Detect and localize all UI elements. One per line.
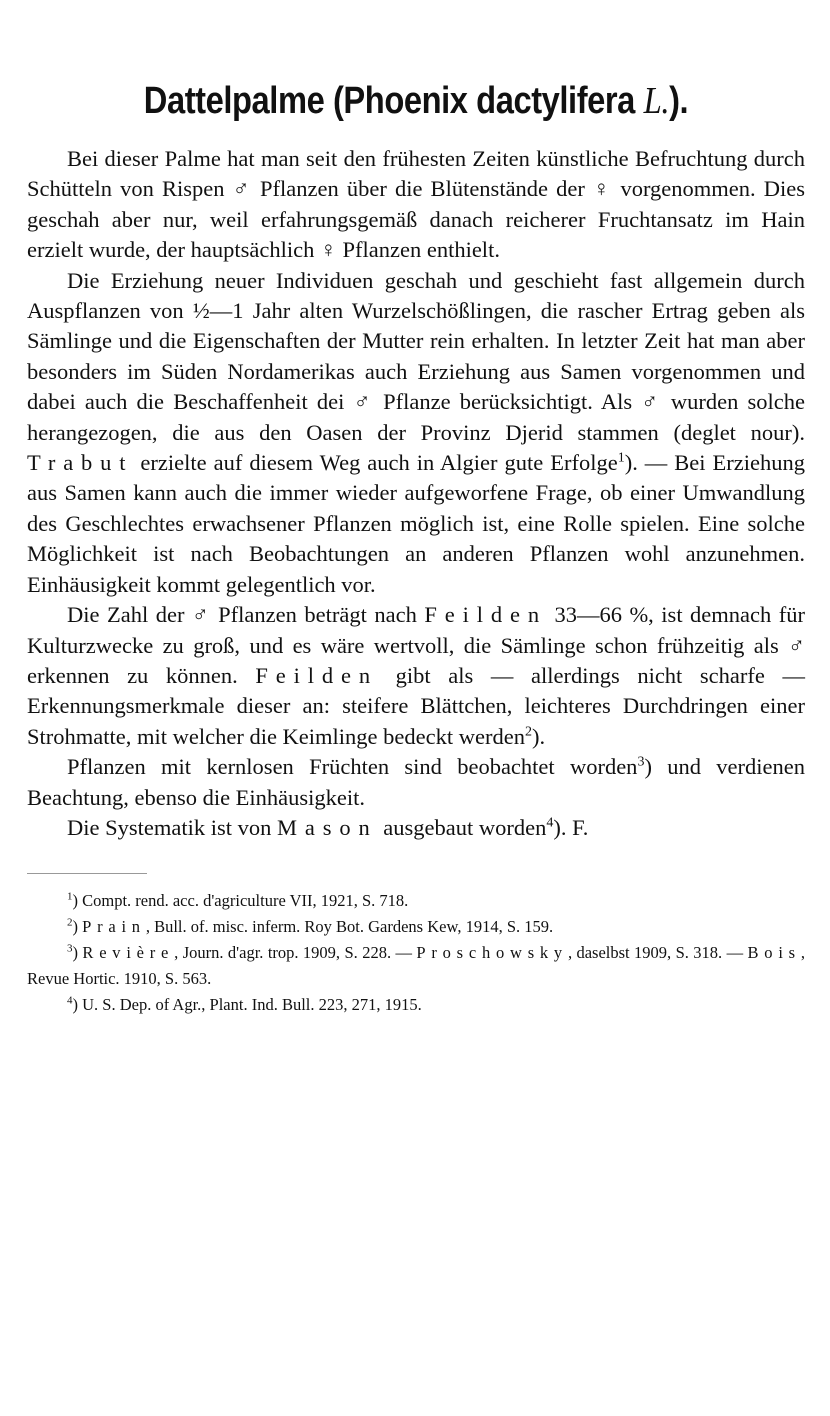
footnote-3-author-1: Revière: [82, 943, 175, 963]
footnote-3-author-3: Bois: [747, 943, 801, 963]
paragraph-4-text-b: ) und verdienen Beachtung, ebenso die Einhäusigkeit.: [27, 754, 805, 810]
paragraph-3: [27, 600, 805, 752]
footnote-ref-3: 3: [637, 754, 645, 770]
paragraph-2: [27, 266, 805, 600]
title-main: Dattelpalme (Phoenix dactylifera: [143, 80, 644, 122]
footnote-1: [27, 888, 805, 914]
footnote-2-mark: 2: [67, 916, 73, 929]
footnote-3-text-b: , daselbst 1909, S. 318. —: [567, 943, 748, 963]
paragraph-4: [27, 752, 805, 813]
footnote-2: [27, 914, 805, 940]
footnote-ref-1: 1: [617, 450, 625, 466]
footnote-1-mark: 1: [67, 890, 73, 903]
page-title: [81, 78, 750, 124]
footnote-3-text-c: , Revue Hortic. 1910, S. 563.: [27, 943, 806, 989]
paragraph-3-text-a: Die Zahl der ♂ Pflanzen beträgt nach: [67, 602, 425, 628]
footnote-4: [27, 992, 805, 1018]
author-name-mason: Mason: [277, 814, 378, 840]
paragraph-5-text-b: ausgebaut worden: [377, 814, 547, 840]
footnote-2-text: , Bull. of. misc. inferm. Roy Bot. Gardens Kew, 1914, S. 159.: [145, 917, 554, 937]
paragraph-3-text-d: ).: [531, 723, 546, 749]
author-name-trabut: Trabut: [27, 450, 134, 476]
author-name-feilden-1: Feilden: [424, 602, 547, 628]
title-author: L.: [643, 80, 670, 122]
footnote-3-mark: 3: [67, 942, 73, 955]
paragraph-1-text: Bei dieser Palme hat man seit den frühesten Zeiten künstliche Befruchtung durch Schütteln von Rispen ♂ Pflanzen über die Blütenstände der ♀ vorgenommen. Dies geschah aber nur, weil erfahrungsgemäß danach reicherer Fruchtansatz im Hain erzielt wurde, der hauptsächlich ♀ Pflanzen enthielt.: [27, 146, 805, 263]
paragraph-3-text-c: gibt als — allerdings nicht scharfe — Erkennungsmerkmale dieser an: steifere Blättchen, leichteres Durchdringen einer Strohmatte, mit welcher die Keimlinge bedeckt werden: [27, 662, 805, 749]
title-close: ).: [669, 80, 689, 122]
paragraph-1: [27, 144, 805, 266]
footnote-4-mark: 4: [67, 994, 73, 1007]
paragraph-5-text-a: Die Systematik ist von: [67, 814, 277, 840]
footnote-4-text: ) U. S. Dep. of Agr., Plant. Ind. Bull. 223, 271, 1915.: [72, 995, 422, 1015]
footnote-1-text: ) Compt. rend. acc. d'agriculture VII, 1921, S. 718.: [72, 891, 409, 911]
footnote-ref-2: 2: [524, 724, 532, 740]
footnote-divider: [27, 873, 147, 874]
paragraph-2-text-c: ). — Bei Erziehung aus Samen kann auch die immer wieder aufgeworfene Frage, ob einer Umwandlung des Geschlechtes erwachsener Pflanzen möglich ist, eine Rolle spielen. Eine solche Möglichkeit ist nach Beobachtungen an anderen Pflanzen wohl anzunehmen. Einhäusigkeit kommt gelegentlich vor.: [27, 450, 805, 597]
paragraph-3-text-b: 33—66 %, ist demnach für Kulturzwecke zu groß, und es wäre wertvoll, die Sämlinge schon frühzeitig als ♂ erkennen zu können.: [27, 602, 806, 688]
footnote-ref-4: 4: [546, 815, 554, 831]
footnote-3-author-2: Proschowsky: [416, 943, 568, 963]
footnote-2-paren: ): [72, 917, 83, 937]
author-name-feilden-2: Feilden: [255, 662, 379, 688]
footnote-2-author: Prain: [82, 917, 146, 937]
paragraph-5-text-c: ). F.: [553, 814, 589, 840]
paragraph-5: [27, 813, 805, 843]
paragraph-2-text-b: erzielte auf diesem Weg auch in Algier gute Erfolge: [133, 450, 618, 476]
page: [27, 78, 805, 1018]
paragraph-2-text-a: Die Erziehung neuer Individuen geschah und geschieht fast allgemein durch Auspflanzen von ½—1 Jahr alten Wurzelschößlingen, die rascher Ertrag geben als Sämlinge und die Eigenschaften der Mutter rein erhalten. In letzter Zeit hat man aber besonders im Süden Nordamerikas auch Erziehung aus Samen vorgenommen und dabei auch die Beschaffenheit dei ♂ Pflanze berücksichtigt. Als ♂ wurden solche herangezogen, die aus den Oasen der Provinz Djerid stammen (deglet nour).: [27, 267, 805, 445]
footnote-3-paren: ): [72, 943, 83, 963]
paragraph-4-text-a: Pflanzen mit kernlosen Früchten sind beobachtet worden: [67, 754, 638, 780]
footnote-3-text-a: , Journ. d'agr. trop. 1909, S. 228. —: [174, 943, 417, 963]
footnotes: [27, 888, 805, 1018]
footnote-3: [27, 940, 805, 992]
